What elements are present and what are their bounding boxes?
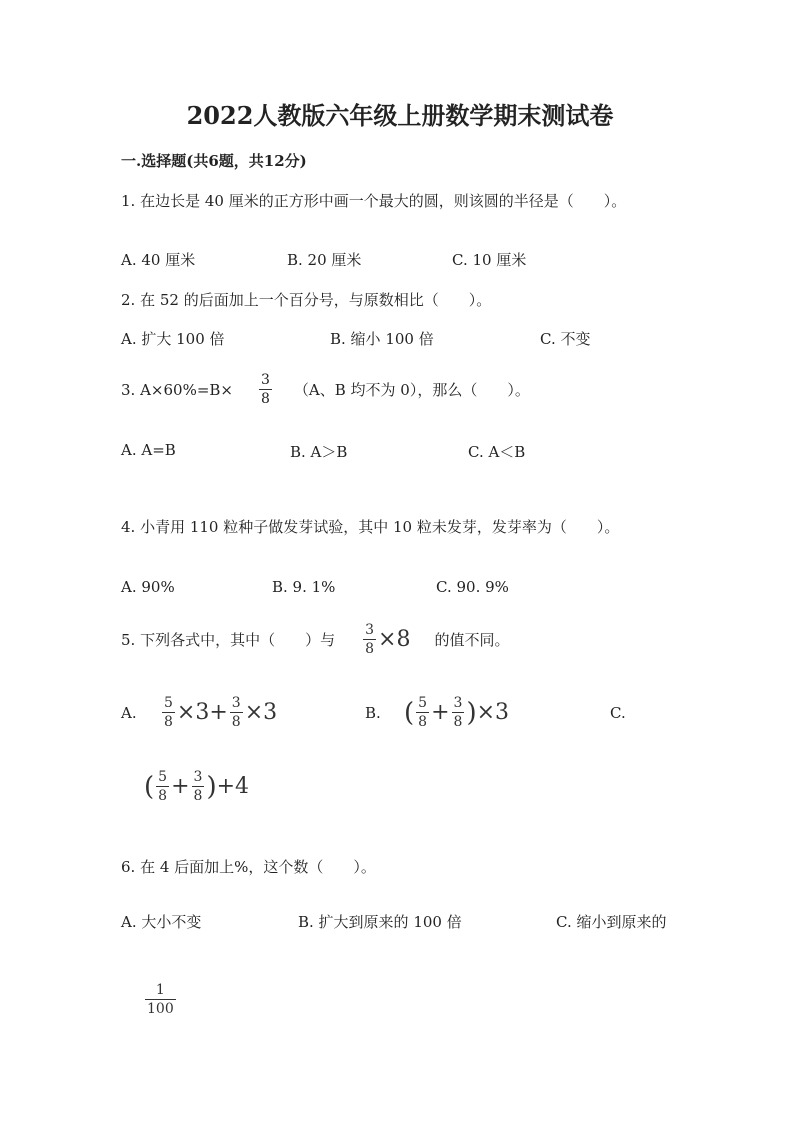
question-5-stem <box>121 623 509 656</box>
question-5-option-b: B. <box>365 704 381 722</box>
open-paren: ( <box>144 771 155 802</box>
expression-three-eighths-times-eight <box>361 623 410 656</box>
question-6-option-c: C. 缩小到原来的 <box>556 913 667 931</box>
question-5-expression-a <box>160 696 277 729</box>
fraction-numerator: 3 <box>231 695 241 711</box>
fraction-numerator: 3 <box>260 372 270 388</box>
expression-tail: ×3 <box>476 700 510 725</box>
question-1-option-a: A. 40 厘米 <box>121 251 196 269</box>
question-5-expression-c <box>144 770 249 803</box>
fraction-numerator: 1 <box>155 982 165 998</box>
question-5-expression-b <box>404 696 509 729</box>
fraction-denominator: 100 <box>147 1001 174 1017</box>
question-5-option-c: C. <box>610 704 626 722</box>
expression-tail: +4 <box>216 774 250 799</box>
question-2-stem: 2. 在 52 的后面加上一个百分号，与原数相比（ ）。 <box>121 291 492 309</box>
expression-tail: ×8 <box>378 627 411 652</box>
question-3-option-c: C. A＜B <box>468 443 526 461</box>
question-5-stem-start: 5. 下列各式中，其中（ ）与 <box>121 631 336 649</box>
question-5-option-a: A. <box>121 704 137 722</box>
question-4-option-a: A. 90% <box>121 578 175 596</box>
question-2-option-c: C. 不变 <box>540 330 591 348</box>
expression-operator: ×3 <box>244 700 278 725</box>
fraction-numerator: 5 <box>418 695 428 711</box>
question-1-option-c: C. 10 厘米 <box>452 251 527 269</box>
question-1-option-b: B. 20 厘米 <box>287 251 362 269</box>
fraction-denominator: 8 <box>164 714 173 730</box>
fraction-denominator: 8 <box>260 391 270 407</box>
question-3-stem <box>121 373 530 406</box>
close-paren: ) <box>466 697 477 728</box>
question-3-stem-end: （A、B 均不为 0），那么（ ）。 <box>293 381 530 399</box>
question-4-stem: 4. 小青用 110 粒种子做发芽试验，其中 10 粒未发芽，发芽率为（ ）。 <box>121 518 620 536</box>
fraction-numerator: 3 <box>453 695 463 711</box>
fraction-denominator: 8 <box>193 788 203 804</box>
question-6-option-b: B. 扩大到原来的 100 倍 <box>298 913 462 931</box>
question-3-option-a: A. A=B <box>121 441 176 459</box>
page-title: 2022人教版六年级上册数学期末测试卷 <box>186 101 614 130</box>
question-3-option-b: B. A＞B <box>290 443 348 461</box>
question-6-stem: 6. 在 4 后面加上%，这个数（ ）。 <box>121 858 376 876</box>
question-2-option-a: A. 扩大 100 倍 <box>121 330 225 348</box>
question-3-stem-start: 3. A×60%=B× <box>121 380 233 399</box>
section-heading: 一.选择题(共6题，共12分) <box>121 152 307 170</box>
plus-sign: + <box>171 774 190 799</box>
fraction-denominator: 8 <box>158 788 168 804</box>
fraction-denominator: 8 <box>231 714 241 730</box>
fraction-numerator: 5 <box>164 695 173 711</box>
fraction-denominator: 8 <box>418 714 428 730</box>
fraction-three-eighths <box>259 373 272 406</box>
open-paren: ( <box>404 697 415 728</box>
question-5-stem-end: 的值不同。 <box>434 631 510 649</box>
expression-operator: ×3+ <box>176 700 228 725</box>
fraction-numerator: 3 <box>365 622 375 638</box>
close-paren: ) <box>206 771 217 802</box>
fraction-numerator: 3 <box>193 769 203 785</box>
question-2-option-b: B. 缩小 100 倍 <box>330 330 434 348</box>
fraction-denominator: 8 <box>453 714 463 730</box>
question-4-option-b: B. 9. 1% <box>272 578 336 596</box>
plus-sign: + <box>431 700 450 725</box>
question-1-stem: 1. 在边长是 40 厘米的正方形中画一个最大的圆，则该圆的半径是（ ）。 <box>121 192 627 210</box>
fraction-numerator: 5 <box>158 769 168 785</box>
fraction-one-hundredth <box>143 983 178 1016</box>
question-4-option-c: C. 90. 9% <box>436 578 509 596</box>
question-6-option-a: A. 大小不变 <box>121 913 202 931</box>
fraction-denominator: 8 <box>365 641 375 657</box>
